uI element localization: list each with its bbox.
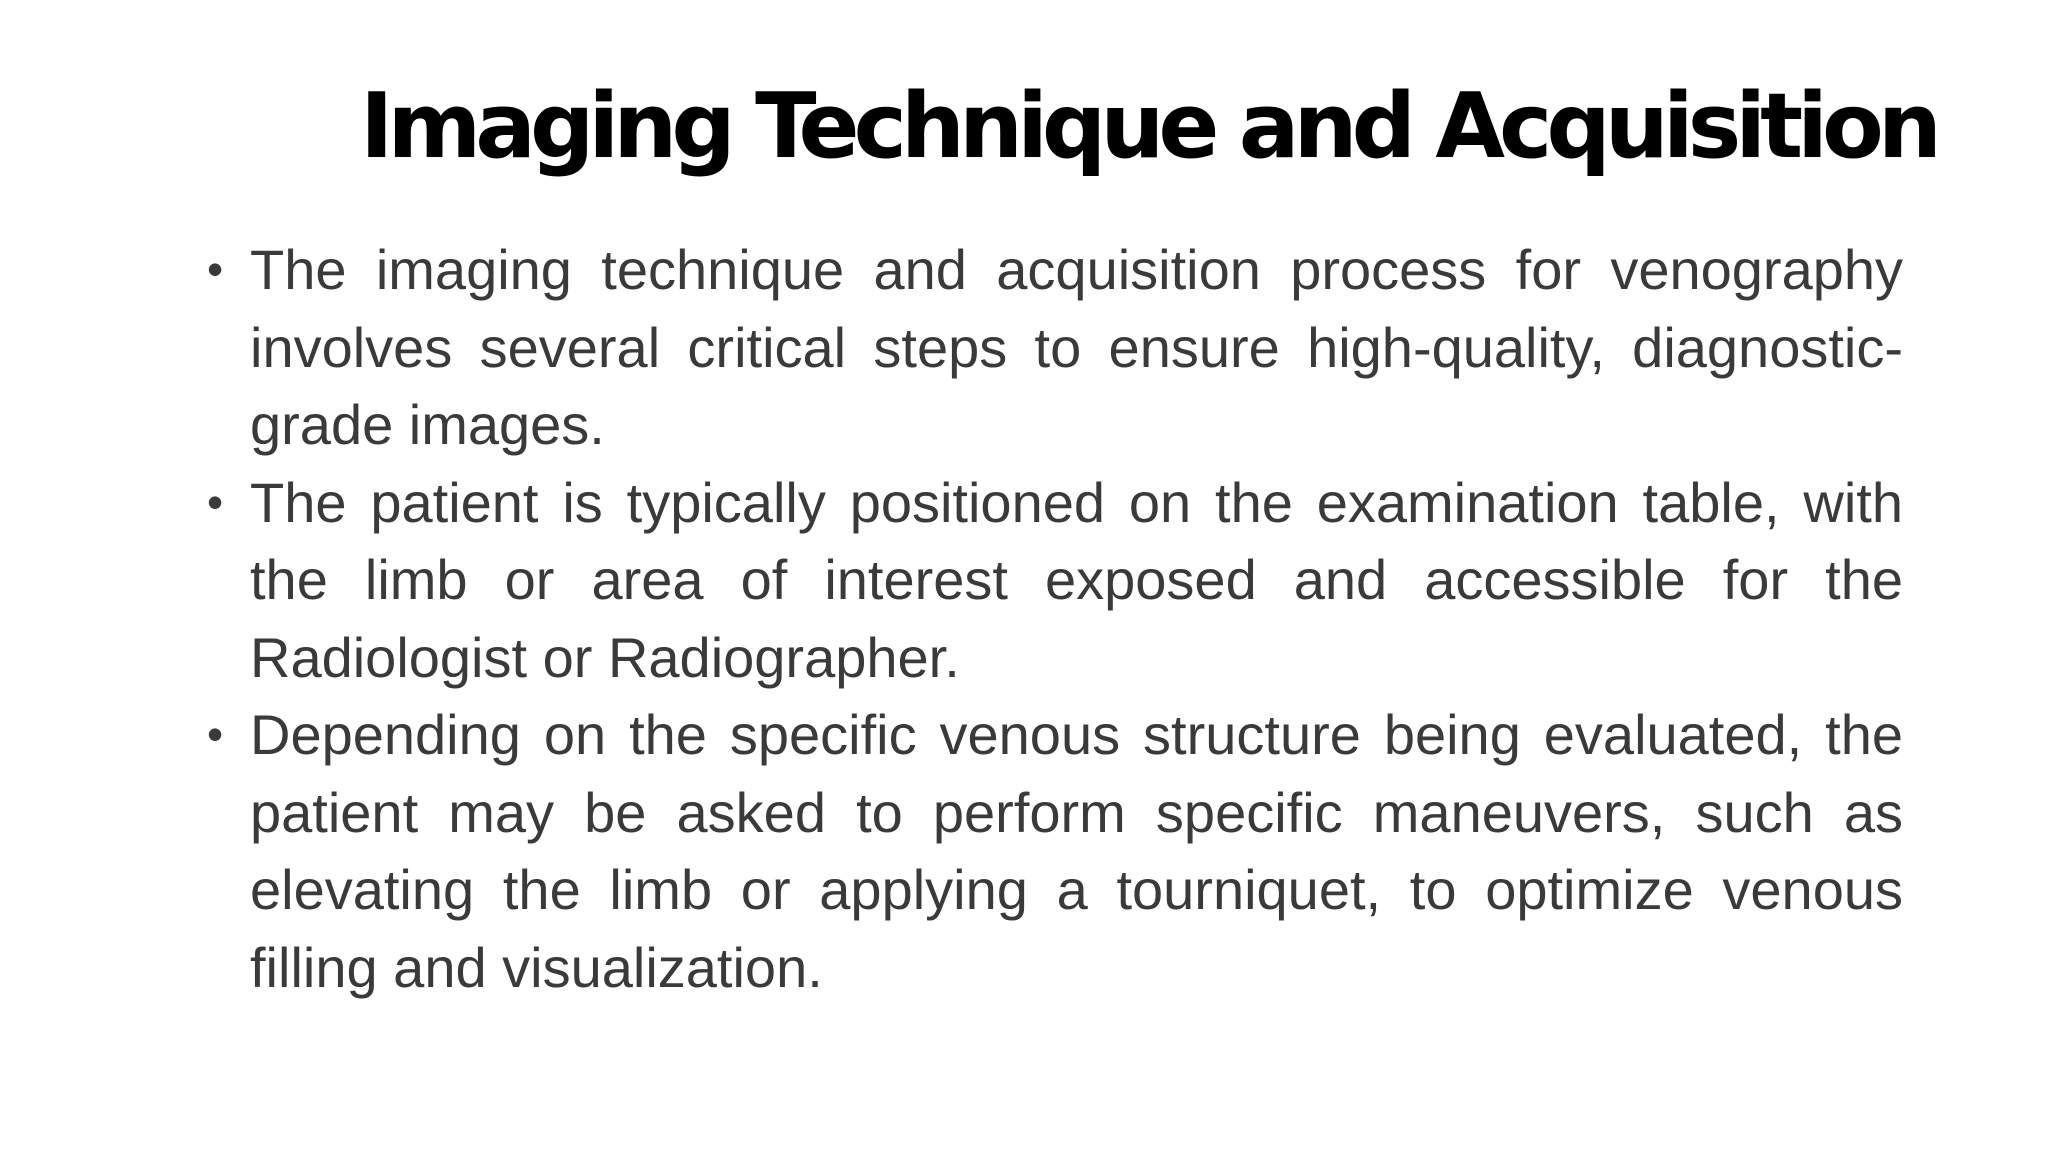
bullet-text: The imaging technique and acquisition process for venography involves several critical steps to ensure high-quality, diagnostic-grade images. <box>250 238 1903 456</box>
bullet-text: Depending on the specific venous structure being evaluated, the patient may be asked to perform specific maneuvers, such as elevating the limb or applying a tourniquet, to optimize venous filling and visualization. <box>250 703 1903 999</box>
bullet-point-icon: • <box>207 243 224 295</box>
bullet-text: The patient is typically positioned on the examination table, with the limb or area of interest exposed and accessible for the Radiologist or Radiographer. <box>250 470 1903 689</box>
bullet-list <box>205 231 1903 1006</box>
bullet-item <box>205 231 1903 464</box>
bullet-item <box>205 696 1903 1006</box>
bullet-item <box>205 464 1903 697</box>
bullet-point-icon: • <box>207 708 224 760</box>
slide-title: Imaging Technique and Acquisition <box>360 74 1936 179</box>
bullet-point-icon: • <box>207 475 224 528</box>
